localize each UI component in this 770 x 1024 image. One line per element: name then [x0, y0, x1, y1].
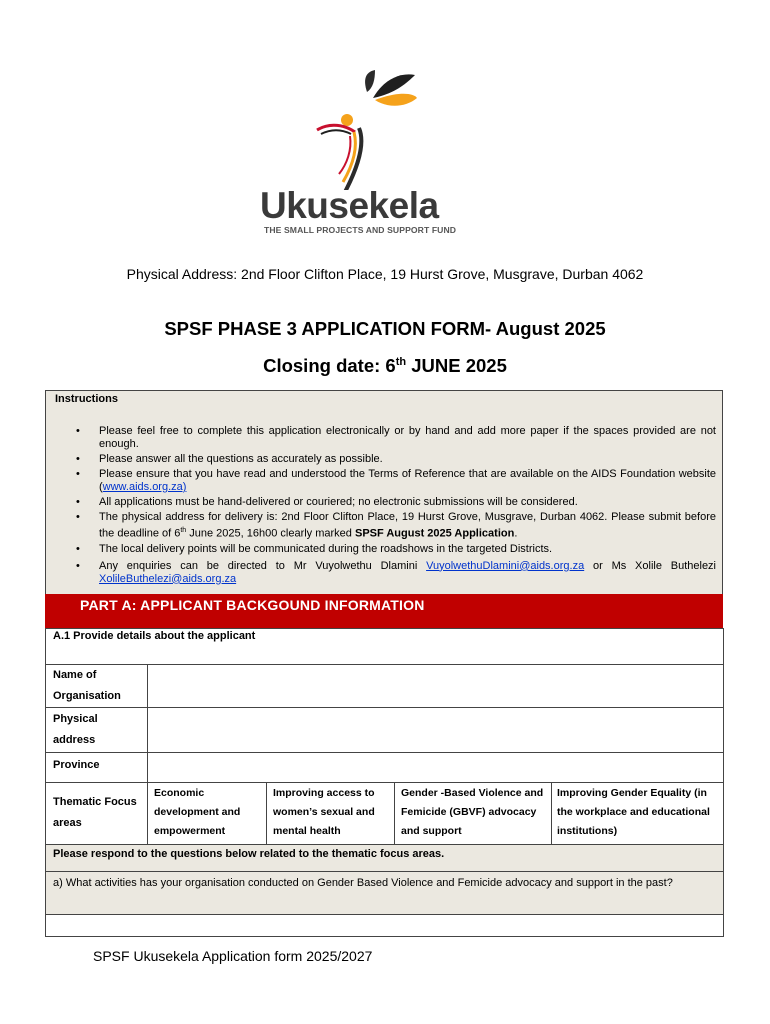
aids-website-link[interactable]: www.aids.org.za): [102, 481, 187, 493]
focus-area-gbvf[interactable]: Gender -Based Violence and Femicide (GBVF) advocacy and support: [401, 787, 544, 837]
province-field[interactable]: [148, 753, 723, 782]
focus-area-economic[interactable]: Economic development and empowerment: [154, 787, 241, 837]
logo-wordmark: Ukusekela: [260, 185, 439, 226]
focus-area-health[interactable]: Improving access to women’s sexual and mental health: [273, 787, 375, 837]
instructions-heading: Instructions: [55, 393, 118, 405]
instruction-item: • Please ensure that you have read and understood the Terms of Reference that are available on the AIDS Foundation website (www.aids.org.za): [99, 468, 716, 494]
instructions-list: [46, 425, 716, 588]
applicant-form-table: [45, 628, 724, 937]
physical-address-field[interactable]: [148, 708, 723, 752]
instruction-item: • The local delivery points will be communicated during the roadshows in the targeted Districts.: [99, 543, 716, 556]
instruction-item: • Please answer all the questions as accurately as possible.: [99, 453, 716, 466]
instruction-item: • The physical address for delivery is: 2nd Floor Clifton Place, 19 Hurst Grove, Musgrave, Durban 4062. Please submit before the deadline of 6th June 2025, 16h00 clearly marked SPSF August 2025 Application.: [99, 511, 716, 541]
part-a-banner: [45, 594, 723, 628]
footer-text: SPSF Ukusekela Application form 2025/2027: [93, 948, 373, 964]
name-of-organisation-field[interactable]: [148, 665, 723, 707]
form-title: SPSF PHASE 3 APPLICATION FORM- August 2025: [164, 318, 606, 339]
section-a1-heading: A.1 Provide details about the applicant: [53, 630, 256, 642]
butterfly-figure-icon: [255, 70, 480, 190]
ukusekela-logo: [255, 70, 480, 242]
physical-address: Physical Address: 2nd Floor Clifton Place, 19 Hurst Grove, Musgrave, Durban 4062: [126, 266, 644, 282]
email-link-dlamini[interactable]: VuyolwethuDlamini@aids.org.za: [426, 559, 585, 572]
physical-address-label: Physical address: [53, 713, 98, 746]
logo-tagline: THE SMALL PROJECTS AND SUPPORT FUND: [264, 225, 457, 235]
respond-instruction: Please respond to the questions below related to the thematic focus areas.: [46, 845, 723, 871]
instructions-box: [45, 390, 723, 596]
closing-date: Closing date: 6th JUNE 2025: [263, 355, 507, 376]
instruction-item: • Please feel free to complete this application electronically or by hand and add more paper if the spaces provided are not enough.: [99, 425, 716, 451]
thematic-focus-label: Thematic Focus areas: [53, 796, 137, 829]
instruction-item: • Any enquiries can be directed to Mr Vuyolwethu Dlamini VuyolwethuDlamini@aids.org.za or Ms Xolile Buthelezi XolileButhelezi@aids.org.za: [99, 560, 716, 586]
part-a-heading: PART A: APPLICANT BACKGOUND INFORMATION: [80, 597, 425, 613]
question-a-answer-field[interactable]: [46, 915, 723, 935]
name-of-organisation-label: Name of Organisation: [53, 669, 121, 702]
question-a: a) What activities has your organisation conducted on Gender Based Violence and Femicide advocacy and support in the past?: [46, 872, 723, 914]
email-link-buthelezi[interactable]: XolileButhelezi@aids.org.za: [99, 572, 237, 585]
instruction-item: • All applications must be hand-delivered or couriered; no electronic submissions will be considered.: [99, 496, 716, 509]
focus-area-gender-equality[interactable]: Improving Gender Equality (in the workplace and educational institutions): [557, 787, 710, 837]
province-label: Province: [53, 759, 100, 771]
